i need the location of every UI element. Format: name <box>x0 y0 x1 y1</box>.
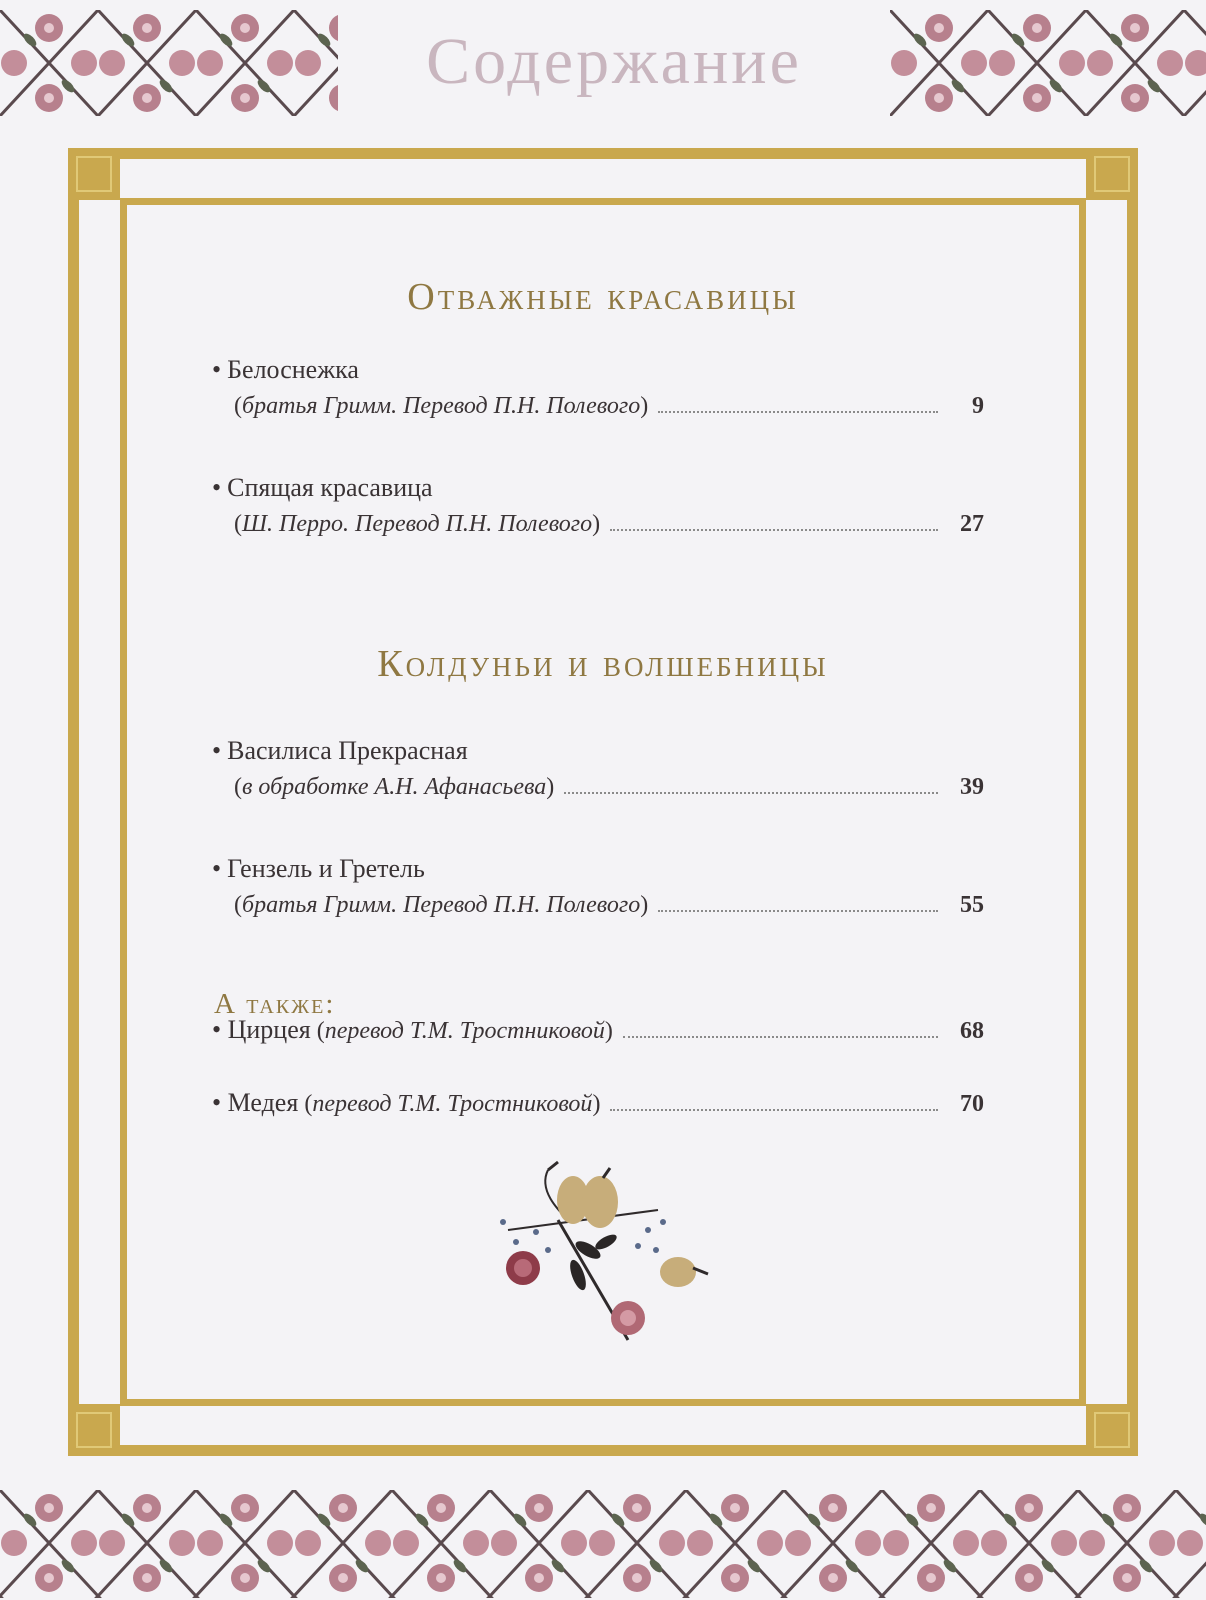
section-heading: Колдуньи и волшебницы <box>377 643 829 685</box>
toc-entry[interactable] <box>212 470 984 542</box>
bullet: • <box>212 854 222 883</box>
entry-title: Василиса Прекрасная <box>227 736 468 765</box>
bullet: • <box>212 473 222 502</box>
section-heading: Отважные красавицы <box>407 276 799 318</box>
dot-leader <box>610 1108 938 1111</box>
entry-page-number: 9 <box>972 393 984 419</box>
pear-bouquet-illustration <box>488 1150 728 1350</box>
entry-title: Гензель и Гретель <box>227 854 425 883</box>
pear-bouquet-icon <box>488 1150 728 1350</box>
rose-ornament-icon <box>890 10 1206 116</box>
entry-author: (братья Гримм. Перевод П.Н. Полевого) <box>234 393 649 419</box>
entry-page-number: 70 <box>960 1091 984 1117</box>
rose-ornament-top-right <box>890 10 1206 116</box>
entry-page-number: 39 <box>960 774 984 800</box>
entry-author: (перевод Т.М. Тростниковой) <box>310 1018 613 1044</box>
entry-page-number: 55 <box>960 892 984 918</box>
dot-leader <box>564 791 938 794</box>
entry-author: (в обработке А.Н. Афанасьева) <box>234 774 555 800</box>
toc-entry[interactable] <box>212 1085 984 1122</box>
also-heading: А также: <box>214 988 336 1020</box>
toc-entry[interactable] <box>212 733 984 805</box>
bullet: • <box>212 355 222 384</box>
dot-leader <box>658 909 938 912</box>
toc-entry[interactable] <box>212 1012 984 1049</box>
bullet: • <box>212 1088 228 1117</box>
entry-page-number: 27 <box>960 511 984 537</box>
rose-ornament-bottom <box>0 1490 1206 1598</box>
page-title: Содержание <box>426 25 802 98</box>
entry-title: Белоснежка <box>227 355 359 384</box>
toc-entry[interactable] <box>212 352 984 424</box>
entry-author: (перевод Т.М. Тростниковой) <box>298 1091 601 1117</box>
bullet: • <box>212 736 222 765</box>
entry-title: Спящая красавица <box>227 473 433 502</box>
dot-leader <box>658 410 938 413</box>
entry-author: (Ш. Перро. Перевод П.Н. Полевого) <box>234 511 601 537</box>
frame-corner-bottom-left <box>68 1404 120 1456</box>
rose-ornament-top-left <box>0 10 338 116</box>
frame-corner-top-right <box>1086 148 1138 200</box>
entry-author: (братья Гримм. Перевод П.Н. Полевого) <box>234 892 649 918</box>
frame-corner-top-left <box>68 148 120 200</box>
rose-ornament-icon <box>0 10 338 116</box>
toc-entry[interactable] <box>212 851 984 923</box>
bullet: • <box>212 1015 228 1044</box>
dot-leader <box>610 528 938 531</box>
rose-ornament-icon <box>0 1490 1206 1598</box>
entry-title: Медея <box>227 1088 299 1117</box>
entry-page-number: 68 <box>960 1018 984 1044</box>
entry-title: Цирцея <box>227 1015 311 1044</box>
frame-corner-bottom-right <box>1086 1404 1138 1456</box>
dot-leader <box>623 1035 938 1038</box>
